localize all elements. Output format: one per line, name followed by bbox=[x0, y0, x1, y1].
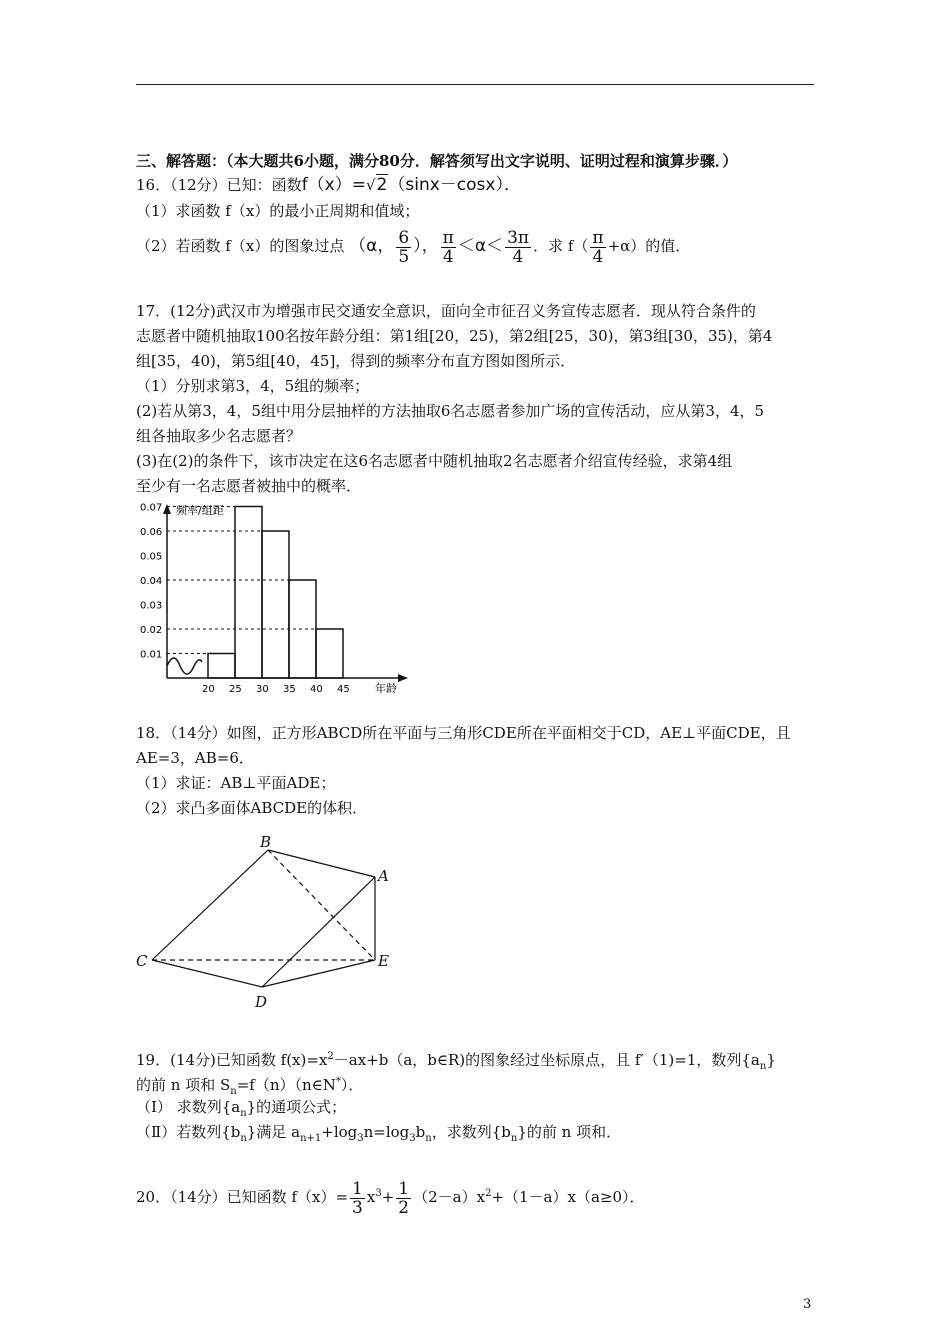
y-axis-label: 频率/组距 bbox=[176, 504, 224, 517]
histogram-bar bbox=[316, 629, 343, 678]
q17-line3: 组[35，40)，第5组[40，45]，得到的频率分布直方图如图所示． bbox=[136, 352, 576, 370]
q19-part1: （Ⅰ） 求数列$\{a_n\}$的通项公式； bbox=[136, 1098, 347, 1119]
edge-CB bbox=[152, 850, 268, 960]
q17-part3a: (3)在(2)的条件下，该市决定在这6名志愿者中随机抽取2名志愿者介绍宣传经验，求第4组 bbox=[136, 452, 733, 470]
q16-line1: 16．（12分）已知：函数f（x）=√2（sinx－cosx）． bbox=[136, 175, 521, 195]
q20-frac-1-3: $\frac{1}{3}$ bbox=[352, 1178, 363, 1218]
histogram-bar bbox=[262, 531, 289, 678]
q18-line2: AE=3，AB=6． bbox=[136, 749, 254, 767]
x-tick-label: 30 bbox=[256, 684, 269, 695]
header-rule bbox=[136, 84, 814, 85]
x-tick-label: 20 bbox=[202, 684, 215, 695]
q16-frac-6-5: $\frac{6}{5}$ bbox=[398, 227, 410, 267]
edge-DA bbox=[262, 877, 375, 987]
q20-line: 20．（14分）已知函数 f（x）= $\frac{1}{3}$ $x^3+$ $\frac{1}{2}$ $(2-a)x^2+(1-a)x(a\ge 0)$． bbox=[136, 1178, 645, 1218]
edge-DE bbox=[262, 960, 375, 987]
label-C: C bbox=[136, 952, 148, 970]
edge-CD bbox=[152, 960, 262, 987]
q19-part2: （Ⅱ）若数列$\{b_n\}$满足 $a_{n+1}+\log_3n=\log_3b_n$，求数列$\{b_n\}$的前 n 项和． bbox=[136, 1123, 622, 1144]
q16-frac-pi-4b: $\frac{\pi}{4}$ bbox=[592, 227, 604, 267]
y-tick-label: 0.02 bbox=[140, 625, 163, 636]
q19-line2: 的前 n 项和 $S_n=f(n)(n\in N^*)$． bbox=[136, 1076, 364, 1097]
q17-line1: 17．(12分)武汉市为增强市民交通安全意识，面向全市征召义务宣传志愿者．现从符合条件的 bbox=[136, 302, 756, 320]
x-axis-arrow bbox=[398, 674, 408, 682]
page-number: 3 bbox=[803, 1297, 812, 1312]
q19-line1: 19．(14分)已知函数 $f(x)=x^2-ax+b(a$，b∈R)的图象经过坐标原点，且 f′（1)=1，数列$\{a_n\}$ bbox=[136, 1051, 776, 1072]
histogram-chart bbox=[130, 500, 420, 705]
y-tick-label: 0.07 bbox=[140, 502, 163, 514]
q16-frac-pi-4: $\frac{\pi}{4}$ bbox=[442, 227, 454, 267]
y-axis-arrow bbox=[163, 504, 171, 514]
x-tick-label: 25 bbox=[229, 684, 242, 695]
q16-part1: （1）求函数 f（x）的最小正周期和值域； bbox=[136, 202, 420, 220]
polyhedron-figure bbox=[130, 830, 400, 1015]
edge-BE-hidden bbox=[268, 850, 375, 960]
x-tick-label: 35 bbox=[283, 684, 296, 695]
q18-part2: （2）求凸多面体ABCDE的体积． bbox=[136, 799, 368, 817]
x-tick-label: 40 bbox=[310, 684, 323, 695]
label-D: D bbox=[255, 993, 268, 1011]
section-header: 三、解答题：（本大题共6小题，满分80分．解答须写出文字说明、证明过程和演算步骤．） bbox=[136, 152, 738, 170]
q16-part2: （2）若函数 f（x）的图象过点 （α， $\frac{6}{5}$ ）， $\frac{\pi}{4}$ ＜α＜ $\frac{3\pi}{4}$ ．求 f（ $\frac{\pi}{4}$ +α）的值． bbox=[136, 227, 691, 267]
q18-part1: （1）求证：AB⊥平面ADE； bbox=[136, 774, 336, 792]
q18-line1: 18．（14分）如图，正方形ABCD所在平面与三角形CDE所在平面相交于CD，AE⊥平面CDE，且 bbox=[136, 724, 791, 742]
q20-frac-1-2: $\frac{1}{2}$ bbox=[398, 1178, 410, 1218]
edge-BA bbox=[268, 850, 375, 877]
q17-part3b: 至少有一名志愿者被抽中的概率． bbox=[136, 477, 362, 495]
y-tick-label: 0.06 bbox=[140, 527, 163, 538]
histogram-bar bbox=[235, 507, 262, 679]
y-tick-label: 0.01 bbox=[140, 649, 163, 661]
y-tick-label: 0.04 bbox=[140, 576, 163, 587]
y-tick-label: 0.05 bbox=[140, 551, 163, 563]
y-tick-label: 0.03 bbox=[140, 600, 163, 612]
q16-frac-3pi-4: $\frac{3\pi}{4}$ bbox=[507, 227, 530, 267]
histogram-bar bbox=[208, 654, 235, 679]
q17-part1: （1）分别求第3，4，5组的频率； bbox=[136, 377, 370, 395]
q17-line2: 志愿者中随机抽取100名按年龄分组：第1组[20，25)，第2组[25，30)，第3组[30，35)，第4 bbox=[136, 327, 773, 345]
q17-part2b: 组各抽取多少名志愿者？ bbox=[136, 427, 302, 445]
label-B: B bbox=[260, 833, 272, 851]
label-E: E bbox=[378, 952, 389, 970]
axis-break-symbol bbox=[167, 658, 202, 674]
label-A: A bbox=[378, 867, 389, 885]
x-axis-label: 年龄 bbox=[375, 682, 397, 695]
x-tick-label: 45 bbox=[337, 684, 350, 695]
q17-part2a: (2)若从第3，4，5组中用分层抽样的方法抽取6名志愿者参加广场的宣传活动，应从第3，4，5 bbox=[136, 402, 765, 420]
